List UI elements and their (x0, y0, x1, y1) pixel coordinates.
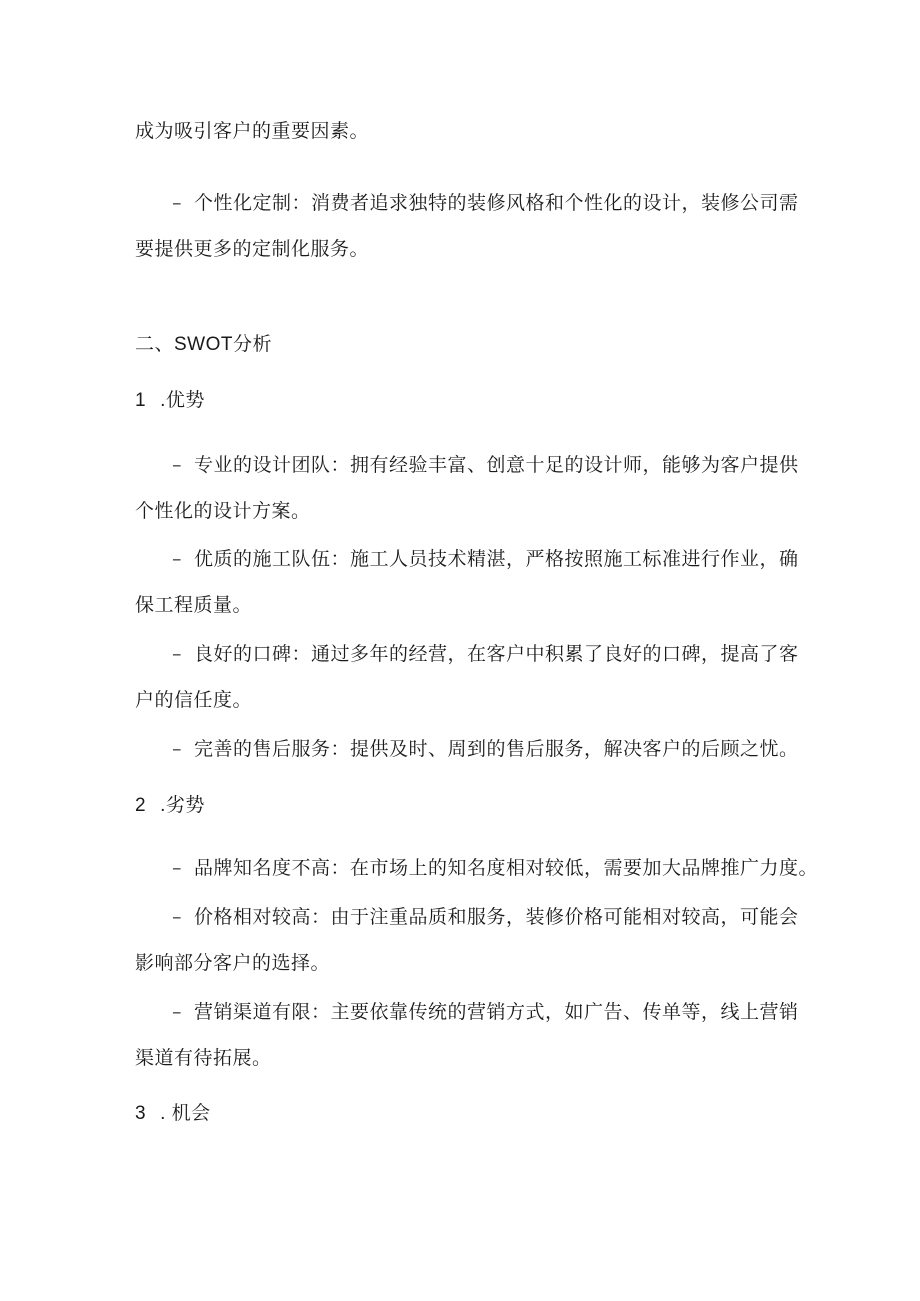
bullet-dash: – (172, 454, 182, 476)
bullet-dash: – (172, 857, 182, 879)
list-item (172, 736, 799, 762)
subsection-title-strengths (135, 388, 205, 414)
bullet-dash: – (172, 643, 182, 665)
subsection-number: 3 (135, 1103, 147, 1124)
list-item (172, 641, 799, 667)
bullet-dash: – (172, 738, 182, 760)
list-item-continuation: 个性化的设计方案。 (135, 500, 311, 522)
list-item (172, 904, 799, 930)
list-item-continuation: 户的信任度。 (135, 689, 253, 711)
list-item-text: 优质的施工队伍：施工人员技术精湛，严格按照施工标准进行作业，确 (194, 548, 799, 570)
subsection-label: .优势 (160, 390, 205, 411)
list-item-text: 完善的售后服务：提供及时、周到的售后服务，解决客户的后顾之忧。 (194, 738, 799, 760)
bullet-dash: – (172, 548, 182, 570)
list-item-text: 价格相对较高：由于注重品质和服务，装修价格可能相对较高，可能会 (194, 906, 799, 928)
list-item (172, 546, 799, 572)
list-item (172, 999, 799, 1025)
list-item-text: 营销渠道有限：主要依靠传统的营销方式，如广告、传单等，线上营销 (194, 1001, 799, 1023)
list-item-personalization (172, 190, 799, 216)
subsection-number: 1 (135, 390, 147, 411)
subsection-label: .劣势 (160, 795, 205, 816)
list-item-text: 品牌知名度不高：在市场上的知名度相对较低，需要加大品牌推广力度。 (194, 857, 819, 879)
bullet-dash: – (172, 906, 182, 928)
section-title: 二、SWOT分析 (135, 334, 272, 355)
list-item-text: 个性化定制：消费者追求独特的装修风格和个性化的设计，装修公司需 (194, 192, 799, 214)
list-item-text: 专业的设计团队：拥有经验丰富、创意十足的设计师，能够为客户提供 (194, 454, 799, 476)
list-item-continuation: 影响部分客户的选择。 (135, 952, 331, 974)
subsection-title-opportunities (135, 1101, 211, 1127)
subsection-number: 2 (135, 795, 147, 816)
list-item (172, 855, 818, 881)
list-item (172, 452, 799, 478)
subsection-label: . 机会 (160, 1103, 211, 1124)
paragraph-intro-tail: 成为吸引客户的重要因素。 (135, 120, 370, 142)
bullet-dash: – (172, 192, 182, 214)
list-item-continuation: 要提供更多的定制化服务。 (135, 238, 370, 260)
list-item-text: 良好的口碑：通过多年的经营，在客户中积累了良好的口碑，提高了客 (194, 643, 799, 665)
subsection-title-weaknesses (135, 793, 205, 819)
list-item-continuation: 保工程质量。 (135, 594, 253, 616)
bullet-dash: – (172, 1001, 182, 1023)
list-item-continuation: 渠道有待拓展。 (135, 1047, 272, 1069)
